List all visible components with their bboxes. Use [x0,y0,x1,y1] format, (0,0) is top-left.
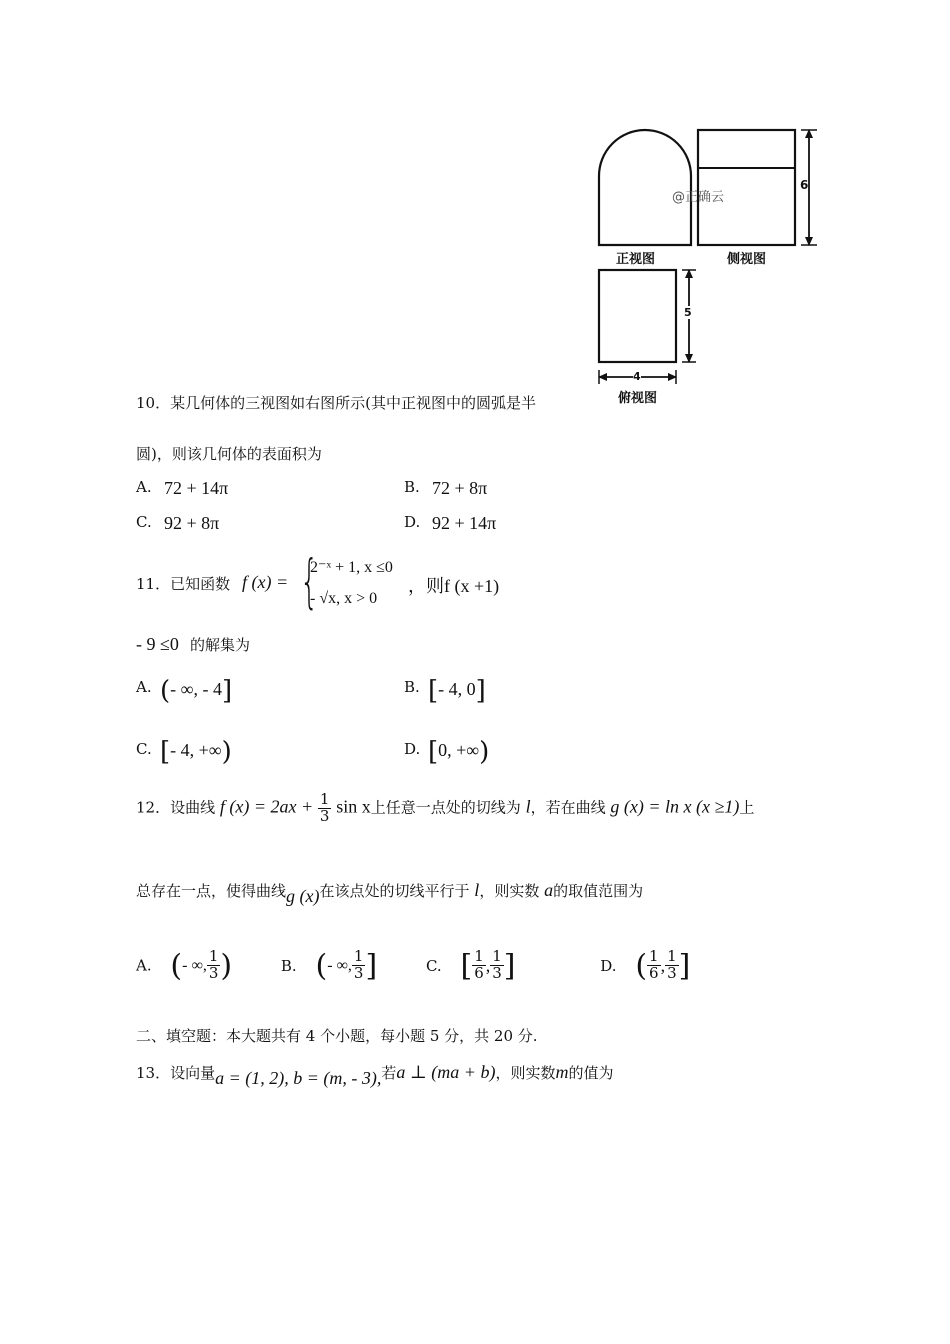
q10-option-a-label: A. [136,478,152,496]
q13-m: m [555,1062,569,1082]
q11-option-d: [0, +∞) [428,737,490,767]
q13-line [136,1062,614,1088]
q11-option-c: [- 4, +∞) [160,737,232,767]
dim-4-label: 4 [633,370,641,383]
q11-option-b-label: B. [404,678,420,696]
top-view-shape [599,270,676,362]
dim-5-label: 5 [684,306,692,319]
q10-line1: 10．某几何体的三视图如右图所示(其中正视图中的圆弧是半 [136,394,536,412]
section-2-heading: 二、填空题：本大题共有 4 个小题，每小题 5 分，共 20 分. [136,1027,538,1045]
q12-line2a: 总存在一点，使得曲线 [136,882,287,900]
top-view-label: 俯视图 [618,391,658,406]
q12-line2b: 在该点处的切线平行于 [319,882,470,900]
q12-mid: 上任意一点处的切线为 [370,798,521,817]
q12-option-d: ( $\frac{1}{6}$ , $\frac{1}{3}$ ] [635,947,691,983]
q10-line2: 圆)，则该几何体的表面积为 [136,445,322,463]
q12-option-d-label: D. [600,956,617,975]
q11-option-a: (- ∞, - 4] [160,676,233,706]
q10-option-d-value: 92 + 14π [432,513,497,533]
q12-fx: f (x) = 2ax + [219,796,314,817]
q13-prefix: 13．设向量 [136,1064,216,1082]
q10-option-b-label: B. [404,478,420,496]
q11-brace: { [300,547,319,615]
q12-prefix: 12．设曲线 [136,798,216,817]
q11-option-d-label: D. [404,740,421,758]
q10-option-c-value: 92 + 8π [164,513,220,533]
q12-line2-l: l [474,880,480,900]
q12-fraction: $\frac{1}{3}$ [319,790,330,825]
q12-sinx: sin x [336,796,371,817]
front-view-label: 正视图 [616,252,656,267]
q11-option-c-label: C. [136,740,152,758]
q12-line2c: ，则实数 [479,882,540,900]
q12-end: 上 [739,798,755,817]
q12-options [136,948,690,983]
q11-option-d-value: 0, +∞ [438,740,480,760]
q11-option-b: [- 4, 0] [428,676,486,706]
q12-option-a-label: A. [136,956,152,975]
q11-prefix: 11．已知函数 [136,575,231,593]
q12-line2 [136,880,644,906]
q13-tail2: 的值为 [568,1064,614,1082]
q12-line2-a: a [544,880,554,900]
q11-line2-tail: 的解集为 [190,636,251,654]
q12-line1 [136,792,754,825]
q13-expr2: a ⊥ (ma + b) [396,1062,496,1082]
q12-line2d: 的取值范围为 [553,882,644,900]
q11-line2: - 9 ≤0 [136,634,179,654]
q12-l: l [525,796,531,817]
watermark: @正确云 [672,190,725,205]
q13-ruo: 若 [381,1064,397,1082]
q13-expr: a = (1, 2), b = (m, - 3), [215,1068,382,1088]
q12-option-b: (- ∞, $\frac{1}{3}$ ] [315,947,378,983]
q12-option-c-label: C. [425,956,442,975]
q11-case2: - √x, x > 0 [310,590,378,607]
q11-option-a-value: - ∞, - 4 [170,679,222,699]
q10-option-d-label: D. [404,513,421,531]
q11-case1: 2⁻ˣ + 1, x ≤0 [310,559,393,576]
q10-option-c-label: C. [136,513,152,531]
q12-line2-gx: g (x) [286,886,320,906]
side-view-label: 侧视图 [727,252,767,267]
q11-option-a-label: A. [136,678,152,696]
q13-tail: ，则实数 [495,1064,556,1082]
q11-then: ，则f (x +1) [408,576,500,596]
q10-option-a-value: 72 + 14π [164,478,229,498]
dim-6-label: 6 [800,178,809,192]
q12-option-c: [ $\frac{1}{6}$ , $\frac{1}{3}$ ] [460,947,516,983]
q11-option-b-value: - 4, 0 [438,679,476,699]
q12-gx: g (x) = ln x (x ≥1) [610,796,740,817]
q11-option-c-value: - 4, +∞ [170,740,222,760]
q12-option-a: (- ∞, $\frac{1}{3}$ ) [170,947,233,983]
q10-option-b-value: 72 + 8π [432,478,488,498]
q12-option-b-label: B. [280,956,297,975]
q12-mid2: ，若在曲线 [530,798,606,817]
q11-fx: f (x) = [242,572,289,592]
